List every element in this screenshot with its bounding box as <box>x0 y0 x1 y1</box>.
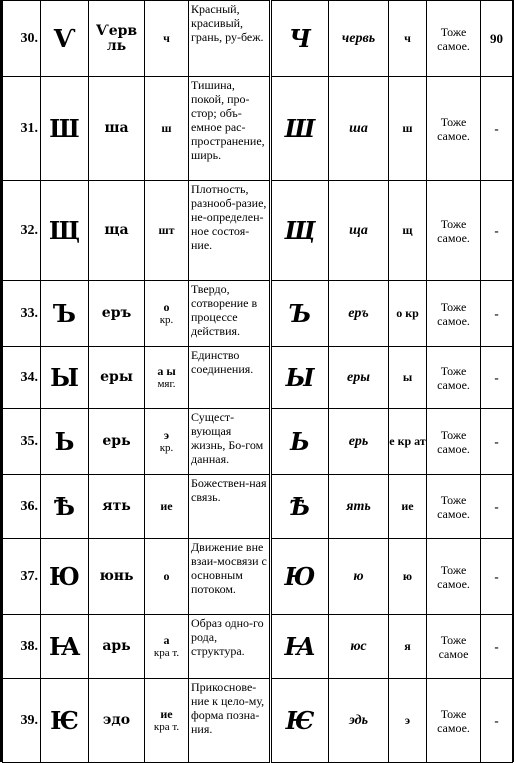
old-glyph: Ю <box>41 539 89 615</box>
sound-value: а ы <box>157 363 176 378</box>
table-row <box>3 347 513 409</box>
new-glyph: Ѥ <box>271 679 329 763</box>
new-glyph: Ꙗ <box>271 615 329 679</box>
meaning-value: Тишина, покой, про-стор; объ-емное рас-пространение, ширь. <box>191 78 265 162</box>
table-row <box>3 679 513 763</box>
numeric-value: - <box>481 475 513 539</box>
old-glyph: Ꙗ <box>41 615 89 679</box>
old-letter-name: эдо <box>89 679 145 763</box>
new-glyph: Ы <box>271 347 329 409</box>
sound-value: э <box>163 427 170 442</box>
row-number: 33. <box>3 281 41 347</box>
new-letter-name: червь <box>329 1 389 77</box>
sound-note: кра т. <box>153 720 180 733</box>
meaning-value: Плотность, разнооб-разие, не-определен-ное состоя-ние. <box>191 182 267 252</box>
meaning-text <box>189 615 271 679</box>
alphabet-table <box>2 0 513 763</box>
new-glyph: Ч <box>271 1 329 77</box>
new-sound: ю <box>389 539 427 615</box>
table-row <box>3 409 513 475</box>
sound-value: ч <box>163 31 170 45</box>
table-row <box>3 281 513 347</box>
row-number: 39. <box>3 679 41 763</box>
same-note: Тоже самое. <box>427 1 481 77</box>
same-note: Тоже самое. <box>427 409 481 475</box>
old-glyph: Ъ <box>41 281 89 347</box>
old-letter-name: ша <box>89 77 145 181</box>
new-sound: е кр ат <box>389 409 427 475</box>
new-glyph: Ь <box>271 409 329 475</box>
same-note: Тоже самое. <box>427 281 481 347</box>
old-sound <box>145 1 189 77</box>
old-sound <box>145 347 189 409</box>
table-row <box>3 181 513 281</box>
alphabet-table-body <box>3 1 513 763</box>
old-letter-name: Ѵерв ль <box>89 1 145 77</box>
old-sound <box>145 615 189 679</box>
sound-value: о <box>163 299 170 314</box>
same-note: Тоже самое <box>427 615 481 679</box>
same-note: Тоже самое. <box>427 347 481 409</box>
meaning-text <box>189 281 271 347</box>
table-row <box>3 615 513 679</box>
meaning-value: Сущест-вующая жизнь, Бо-гом данная. <box>191 410 264 466</box>
old-letter-name: ща <box>89 181 145 281</box>
old-letter-name: еръ <box>89 281 145 347</box>
row-number: 36. <box>3 475 41 539</box>
old-glyph: Ѵ <box>41 1 89 77</box>
meaning-text <box>189 77 271 181</box>
table-row <box>3 475 513 539</box>
new-letter-name: ю <box>329 539 389 615</box>
sound-value: ие <box>160 499 173 513</box>
new-sound: я <box>389 615 427 679</box>
table-row <box>3 77 513 181</box>
sound-value: ш <box>161 121 172 135</box>
old-glyph: Ь <box>41 409 89 475</box>
new-glyph: Ъ <box>271 281 329 347</box>
new-letter-name: юс <box>329 615 389 679</box>
numeric-value: - <box>481 409 513 475</box>
new-letter-name: ща <box>329 181 389 281</box>
old-glyph: Щ <box>41 181 89 281</box>
old-glyph: Ѥ <box>41 679 89 763</box>
same-note: Тоже самое. <box>427 181 481 281</box>
meaning-text <box>189 409 271 475</box>
new-sound: щ <box>389 181 427 281</box>
sound-value: о <box>163 569 170 583</box>
old-letter-name: еры <box>89 347 145 409</box>
row-number: 30. <box>3 1 41 77</box>
numeric-value: - <box>481 281 513 347</box>
new-sound: э <box>389 679 427 763</box>
meaning-value: Движение вне взаи-мосвязи с основным потоком. <box>191 540 267 596</box>
sound-value: ие <box>160 706 173 721</box>
meaning-value: Твердо, сотворение в процессе действия. <box>191 282 258 338</box>
meaning-value: Прикоснове-ние к цело-му, форма позна-ния. <box>191 680 265 736</box>
new-letter-name: ять <box>329 475 389 539</box>
new-letter-name: эдь <box>329 679 389 763</box>
new-glyph: Ш <box>271 77 329 181</box>
new-letter-name: ерь <box>329 409 389 475</box>
new-glyph: Щ <box>271 181 329 281</box>
new-sound: ш <box>389 77 427 181</box>
row-number: 31. <box>3 77 41 181</box>
old-sound <box>145 539 189 615</box>
numeric-value: - <box>481 181 513 281</box>
meaning-text <box>189 539 271 615</box>
new-sound: ч <box>389 1 427 77</box>
old-sound <box>145 77 189 181</box>
old-letter-name: ять <box>89 475 145 539</box>
old-sound <box>145 409 189 475</box>
sound-note: мяг. <box>157 377 176 390</box>
new-glyph: Ю <box>271 539 329 615</box>
new-sound: ы <box>389 347 427 409</box>
meaning-text <box>189 1 271 77</box>
meaning-value: Божествен-ная связь. <box>191 476 267 504</box>
numeric-value: - <box>481 77 513 181</box>
sound-value: а <box>163 632 170 647</box>
row-number: 38. <box>3 615 41 679</box>
meaning-text <box>189 679 271 763</box>
old-glyph: Ы <box>41 347 89 409</box>
new-letter-name: еры <box>329 347 389 409</box>
sound-note: кр. <box>159 313 174 326</box>
old-letter-name: ерь <box>89 409 145 475</box>
row-number: 35. <box>3 409 41 475</box>
new-letter-name: ша <box>329 77 389 181</box>
meaning-value: Красный, красивый, грань, ру-беж. <box>191 2 264 44</box>
numeric-value: - <box>481 539 513 615</box>
same-note: Тоже самое. <box>427 679 481 763</box>
new-sound: о кр <box>389 281 427 347</box>
meaning-text <box>189 181 271 281</box>
row-number: 32. <box>3 181 41 281</box>
table-row <box>3 1 513 77</box>
row-number: 34. <box>3 347 41 409</box>
old-letter-name: арь <box>89 615 145 679</box>
new-sound: ие <box>389 475 427 539</box>
old-glyph: Ш <box>41 77 89 181</box>
numeric-value: 90 <box>481 1 513 77</box>
old-sound <box>145 679 189 763</box>
same-note: Тоже самое. <box>427 475 481 539</box>
row-number: 37. <box>3 539 41 615</box>
sound-value: шт <box>158 223 175 237</box>
old-sound <box>145 181 189 281</box>
table-row <box>3 539 513 615</box>
same-note: Тоже самое. <box>427 77 481 181</box>
numeric-value: - <box>481 615 513 679</box>
meaning-value: Единство соединения. <box>191 348 254 376</box>
numeric-value: - <box>481 679 513 763</box>
sound-note: кр. <box>159 441 174 454</box>
same-note: Тоже самое. <box>427 539 481 615</box>
old-sound <box>145 281 189 347</box>
sound-note: кра т. <box>153 646 180 659</box>
old-letter-name: юнь <box>89 539 145 615</box>
old-glyph: Ѣ <box>41 475 89 539</box>
new-letter-name: еръ <box>329 281 389 347</box>
new-glyph: Ѣ <box>271 475 329 539</box>
meaning-text <box>189 475 271 539</box>
old-sound <box>145 475 189 539</box>
meaning-value: Образ одно-го рода, структура. <box>191 616 264 658</box>
numeric-value: - <box>481 347 513 409</box>
meaning-text <box>189 347 271 409</box>
